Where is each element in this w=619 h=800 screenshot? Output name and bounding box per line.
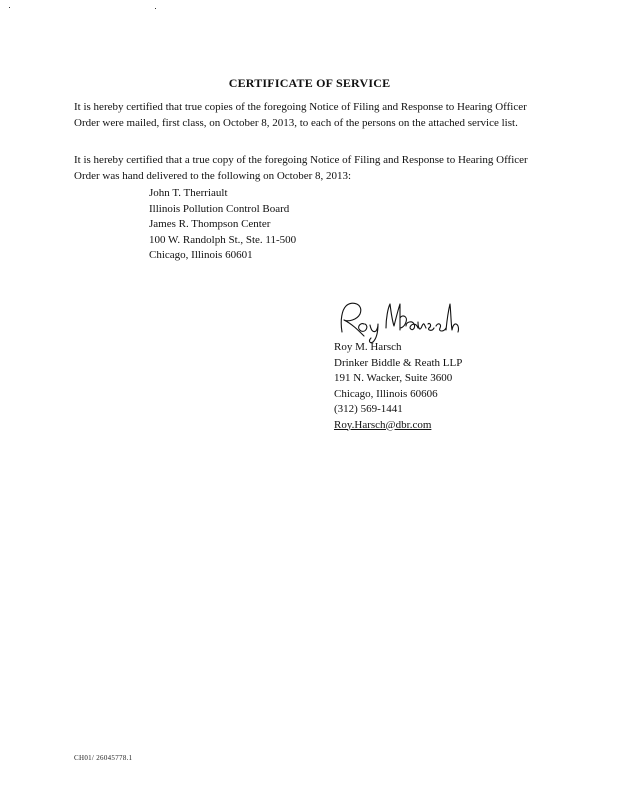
signer-street: 191 N. Wacker, Suite 3600 <box>334 372 453 384</box>
handwritten-signature <box>334 298 464 344</box>
recipient-address <box>149 186 296 264</box>
recipient-building: James R. Thompson Center <box>149 218 271 230</box>
scan-speck <box>155 8 156 9</box>
signer-email-link[interactable]: Roy.Harsch@dbr.com <box>334 418 432 431</box>
signer-name: Roy M. Harsch <box>334 341 402 353</box>
recipient-city: Chicago, Illinois 60601 <box>149 249 253 261</box>
certification-paragraph-mail: It is hereby certified that true copies of the foregoing Notice of Filing and Response to Hearing Officer Order were mailed, first class, on October 8, 2013, to each of the persons on the attached service list. <box>74 101 527 129</box>
recipient-street: 100 W. Randolph St., Ste. 11-500 <box>149 233 297 246</box>
scan-speck <box>9 7 10 8</box>
document-title: CERTIFICATE OF SERVICE <box>228 76 391 90</box>
document-footer-code: CH01/ 26045778.1 <box>74 754 133 762</box>
signature-block <box>334 340 462 433</box>
recipient-organization: Illinois Pollution Control Board <box>149 202 290 215</box>
signer-city: Chicago, Illinois 60606 <box>334 387 438 400</box>
signer-phone: (312) 569-1441 <box>334 403 403 415</box>
certification-paragraph-hand: It is hereby certified that a true copy of the foregoing Notice of Filing and Response to Hearing Officer Order was hand delivered to the following on October 8, 2013: <box>74 154 528 182</box>
signer-firm: Drinker Biddle & Reath LLP <box>334 356 463 369</box>
recipient-name: John T. Therriault <box>149 187 228 199</box>
